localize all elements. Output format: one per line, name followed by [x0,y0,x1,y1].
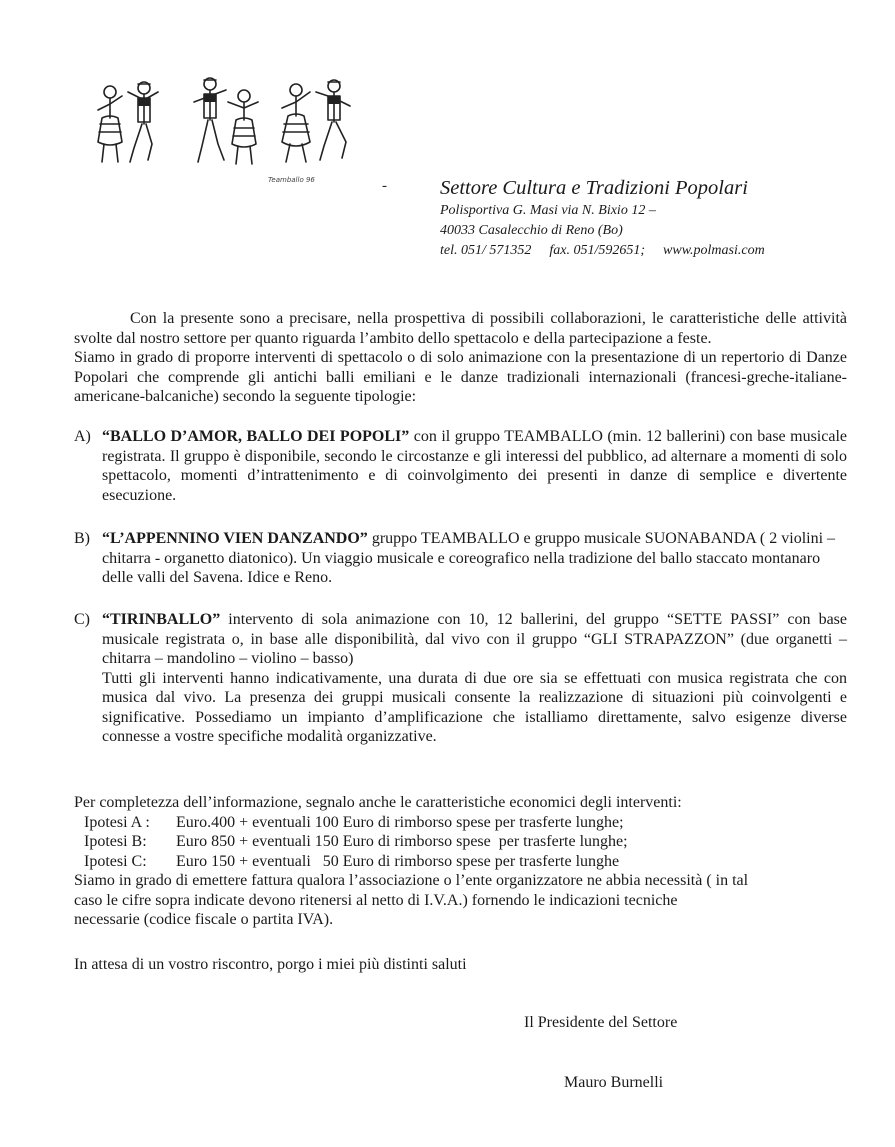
address-line-2: 40033 Casalecchio di Reno (Bo) [440,223,623,238]
cost-text: Euro 850 + eventuali 150 Euro di rimborso spese per trasferte lunghe; [176,833,628,850]
phone-number: tel. 051/ 571352 [440,243,532,258]
organization-title: Settore Cultura e Tradizioni Popolari [440,177,748,199]
intro-section [74,309,847,407]
contact-line [440,241,765,261]
item-letter: A) [74,428,91,445]
address-line-1: Polisportiva G. Masi via N. Bixio 12 – [440,203,656,218]
offer-item-c [74,610,847,747]
invoice-note-3: necessarie (codice fiscale o partita IVA). [74,911,334,928]
cost-text: Euro.400 + eventuali 100 Euro di rimborso spese per trasferte lunghe; [176,813,624,831]
logo-signature: Teamballo 96 [268,176,315,184]
cost-label: Ipotesi C: [84,852,147,870]
website-link[interactable]: www.polmasi.com [663,243,765,258]
cost-label: Ipotesi A : [84,813,150,831]
item-letter: C) [74,611,90,628]
item-title: “BALLO D’AMOR, BALLO DEI POPOLI” [102,428,410,445]
letterhead [440,175,765,261]
item-description: intervento di sola animazione con 10, 12 ballerini, del gruppo “SETTE PASSI” con base musicale registrata o, in base alle disponibilità, dal vivo con il gruppo “GLI STRAPAZZON” (due organetti – chitarra – mandolino – violino – basso) [102,611,847,667]
folk-dancers-logo [84,62,384,194]
closing-greeting: In attesa di un vostro riscontro, porgo i miei più distinti saluti [74,956,467,973]
item-title: “TIRINBALLO” [102,611,221,628]
fax-number: fax. 051/592651; [549,243,646,258]
cost-line-a [74,813,847,833]
invoice-note-1: Siamo in grado di emettere fattura qualora l’associazione o l’ente organizzatore ne abbia necessità ( in tal [74,872,749,889]
signatory-name: Mauro Burnelli [564,1074,664,1091]
costs-section [74,793,847,930]
item-extra-paragraph: Tutti gli interventi hanno indicativamente, una durata di due ore sia se effettuati con musica registrata che con musica dal vivo. La presenza dei gruppi musicali consente la realizzazione di situazioni più coinvolgenti e significative. Possediamo un impianto d’amplificazione che istalliamo direttamente, salvo esigenze diverse connesse a vostre specifiche modalità organizzative. [102,669,847,745]
item-description: con il gruppo TEAMBALLO (min. 12 ballerini) con base musicale registrata. Il gruppo è disponibile, secondo le circostanze e gli interessi del pubblico, ad alternare a momenti di solo spettacolo, momenti d’intrattenimento e di coinvolgimento dei presenti in danze di semplice e divertente esecuzione. [102,428,848,504]
cost-line-c [74,852,847,872]
intro-paragraph-1: Con la presente sono a precisare, nella prospettiva di possibili collaborazioni, le caratteristiche delle attività svolte dal nostro settore per quanto riguarda l’ambito dello spettacolo e della partecipazione a feste. [74,310,847,347]
cost-line-b [74,832,847,852]
header-dash: - [382,178,387,194]
invoice-note-2: caso le cifre sopra indicate devono ritenersi al netto di I.V.A.) fornendo le indicazioni tecniche [74,891,678,909]
cost-label: Ipotesi B: [84,833,147,850]
item-title: “L’APPENNINO VIEN DANZANDO” [102,530,368,547]
offer-item-b [74,529,847,588]
cost-text: Euro 150 + eventuali 50 Euro di rimborso spese per trasferte lunghe [176,852,620,870]
item-description: gruppo TEAMBALLO e gruppo musicale SUONABANDA ( 2 violini – chitarra - organetto diatonico). Un viaggio musicale e coreografico nella tradizione del ballo staccato montanaro delle valli del Savena. Idice e Reno. [102,530,836,586]
costs-intro: Per completezza dell’informazione, segnalo anche le caratteristiche economici degli interventi: [74,794,682,811]
intro-paragraph-2: Siamo in grado di proporre interventi di spettacolo o di solo animazione con la presentazione di un repertorio di Danze Popolari che comprende gli antichi balli emiliani e le danze tradizionali internazionali (francesi-greche-italiane-americane-balcaniche) secondo la seguente tipologie: [74,349,847,405]
signatory-role: Il Presidente del Settore [524,1014,678,1031]
item-letter: B) [74,530,90,547]
offer-item-a [74,427,847,505]
